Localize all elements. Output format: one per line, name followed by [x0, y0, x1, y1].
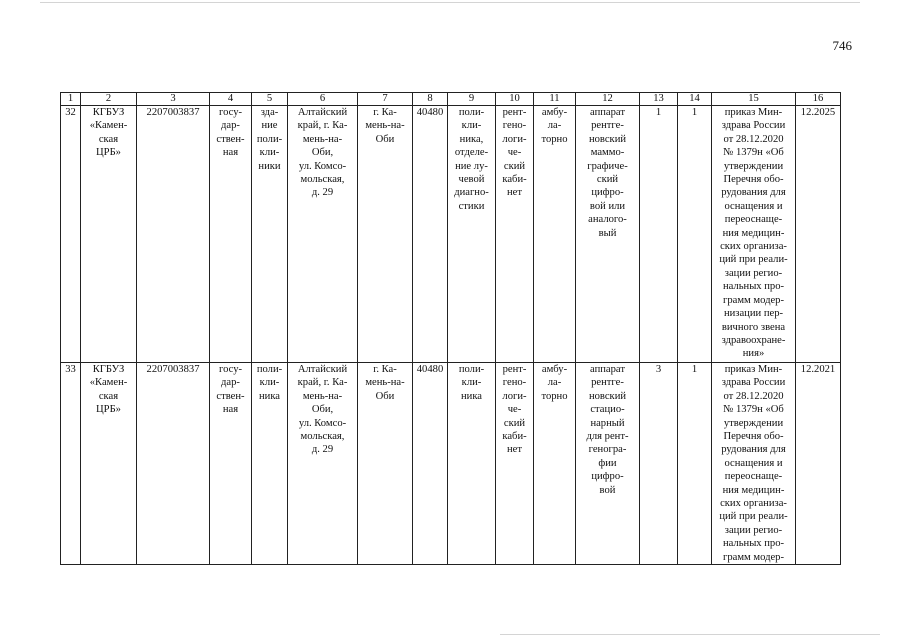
table-row	[61, 106, 841, 363]
order-cell: приказ Мин- здрава России от 28.12.2020 № 1379н «Об утверждении Перечня обо- рудования для оснащения и переоснаще- ния медицин- ских организа- ций при реали- зации регио- нальных про- грамм модер- низации пер- вичного звена здравоохране- ния»	[712, 106, 796, 363]
col-header-13: 13	[640, 93, 678, 106]
col-header-11: 11	[534, 93, 576, 106]
count-cell: 1	[678, 106, 712, 363]
quantity-cell: 3	[640, 363, 678, 565]
row-number-cell: 33	[61, 363, 81, 565]
scan-artifact-bottom	[500, 634, 880, 635]
col-header-7: 7	[358, 93, 413, 106]
col-header-16: 16	[796, 93, 841, 106]
date-cell: 12.2025	[796, 106, 841, 363]
ownership-cell: госу- дар- ствен- ная	[210, 106, 252, 363]
institution-cell: КГБУЗ «Камен- ская ЦРБ»	[81, 106, 137, 363]
address-cell: Алтайский край, г. Ка- мень-на- Оби, ул. Комсо- мольская, д. 29	[288, 363, 358, 565]
ownership-cell: госу- дар- ствен- ная	[210, 363, 252, 565]
count-cell: 1	[678, 363, 712, 565]
address-cell: Алтайский край, г. Ка- мень-на- Оби, ул. Комсо- мольская, д. 29	[288, 106, 358, 363]
registry-table	[60, 92, 841, 565]
department-cell: поли- кли- ника, отделе- ние лу- чевой диагно- стики	[448, 106, 496, 363]
building-cell: зда- ние поли- кли- ники	[252, 106, 288, 363]
col-header-9: 9	[448, 93, 496, 106]
column-number-row	[61, 93, 841, 106]
care-mode-cell: амбу- ла- торно	[534, 106, 576, 363]
col-header-14: 14	[678, 93, 712, 106]
equipment-cell: аппарат рентге- новский стацио- нарный для рент- геногра- фии цифро- вой	[576, 363, 640, 565]
col-header-10: 10	[496, 93, 534, 106]
quantity-cell: 1	[640, 106, 678, 363]
room-cell: рент- гено- логи- че- ский каби- нет	[496, 106, 534, 363]
col-header-8: 8	[413, 93, 448, 106]
col-header-5: 5	[252, 93, 288, 106]
equipment-cell: аппарат рентге- новский маммо- графиче- ский цифро- вой или аналого- вый	[576, 106, 640, 363]
care-mode-cell: амбу- ла- торно	[534, 363, 576, 565]
department-cell: поли- кли- ника	[448, 363, 496, 565]
institution-cell: КГБУЗ «Камен- ская ЦРБ»	[81, 363, 137, 565]
scan-artifact-top	[40, 2, 860, 3]
table-row	[61, 363, 841, 565]
col-header-4: 4	[210, 93, 252, 106]
row-number-cell: 32	[61, 106, 81, 363]
room-cell: рент- гено- логи- че- ский каби- нет	[496, 363, 534, 565]
date-cell: 12.2021	[796, 363, 841, 565]
city-cell: г. Ка- мень-на- Оби	[358, 363, 413, 565]
col-header-2: 2	[81, 93, 137, 106]
city-cell: г. Ка- мень-на- Оби	[358, 106, 413, 363]
col-header-3: 3	[137, 93, 210, 106]
inn-cell: 2207003837	[137, 106, 210, 363]
col-header-12: 12	[576, 93, 640, 106]
code-cell: 40480	[413, 106, 448, 363]
order-cell: приказ Мин- здрава России от 28.12.2020 № 1379н «Об утверждении Перечня обо- рудования для оснащения и переоснаще- ния медицин- ских организа- ций при реали- зации регио- нальных про- грамм модер-	[712, 363, 796, 565]
page-number: 746	[832, 38, 852, 53]
col-header-15: 15	[712, 93, 796, 106]
code-cell: 40480	[413, 363, 448, 565]
col-header-6: 6	[288, 93, 358, 106]
building-cell: поли- кли- ника	[252, 363, 288, 565]
inn-cell: 2207003837	[137, 363, 210, 565]
col-header-1: 1	[61, 93, 81, 106]
